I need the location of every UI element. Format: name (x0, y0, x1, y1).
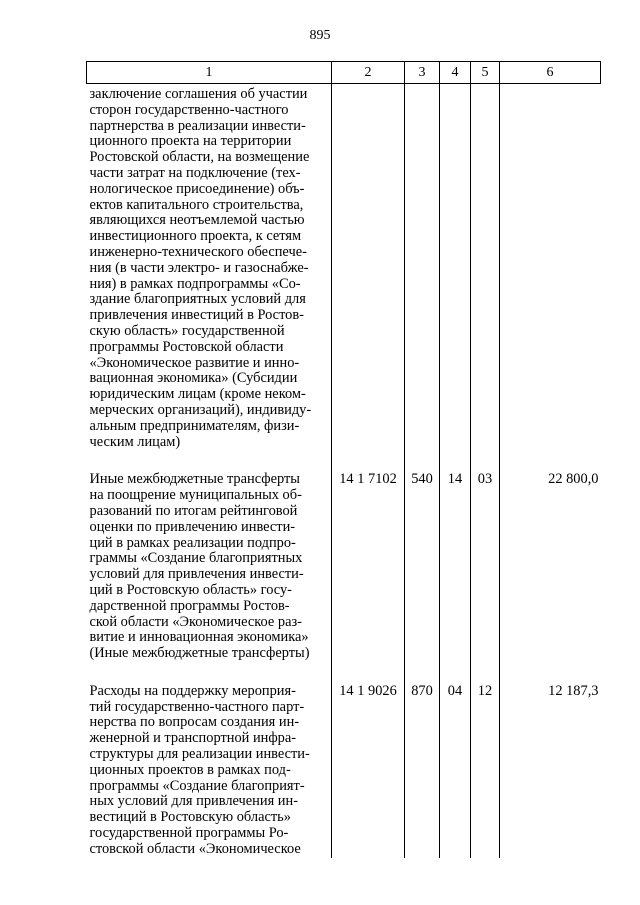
spacer-cell (332, 450, 405, 472)
description-line: скую область» государственной (89, 322, 285, 339)
description-line: Расходы на поддержку мероприя- (89, 682, 296, 699)
target-article-code (332, 84, 405, 451)
description-line: оценки по привлечению инвести- (89, 518, 296, 535)
description-line: программы Ростовской области (89, 338, 284, 355)
page-number: 895 (309, 28, 331, 43)
description-line: граммы «Создание благоприятных (89, 550, 303, 567)
budget-table (86, 61, 601, 858)
description-line: юридическим лицам (кроме неком- (89, 386, 306, 403)
description-line: программы «Создание благоприят- (89, 777, 305, 794)
expense-type-code: 540 (405, 472, 440, 662)
description-line: являющихся неотъемлемой частью (89, 212, 305, 229)
amount-value (500, 84, 601, 451)
spacer-cell (87, 662, 332, 684)
description-line: нерства по вопросам создания ин- (89, 714, 300, 731)
section-code: 04 (440, 684, 471, 858)
spacer-cell (471, 450, 500, 472)
amount-value: 22 800,0 (500, 472, 601, 662)
item-description (87, 472, 332, 662)
amount-value: 12 187,3 (500, 684, 601, 858)
description-line: Иные межбюджетные трансферты (89, 471, 300, 488)
table-row (87, 84, 601, 451)
item-description (87, 684, 332, 858)
subsection-code: 03 (471, 472, 500, 662)
spacer-cell (500, 662, 601, 684)
description-line: ческим лицам) (89, 433, 181, 450)
description-line: стовской области «Экономическое (89, 840, 301, 857)
section-code (440, 84, 471, 451)
spacer-cell (471, 662, 500, 684)
description-line: структуры для реализации инвести- (89, 746, 310, 763)
description-line: тий государственно-частного парт- (89, 698, 305, 715)
target-article-code: 14 1 9026 (332, 684, 405, 858)
description-line: на поощрение муниципальных об- (89, 487, 302, 504)
description-line: части затрат на подключение (тех- (89, 164, 301, 181)
description-line: ций в рамках реализации подпро- (89, 534, 296, 551)
description-line: нологическое присоединение) объ- (89, 180, 305, 197)
spacer-cell (500, 450, 601, 472)
header-col-6: 6 (500, 62, 601, 84)
description-line: витие и инновационная экономика» (89, 629, 309, 646)
header-col-5: 5 (471, 62, 500, 84)
description-line: здание благоприятных условий для (89, 291, 306, 308)
description-line: «Экономическое развитие и инно- (89, 354, 300, 371)
description-line: альным предпринимателям, физи- (89, 417, 300, 434)
description-line: дарственной программы Ростов- (89, 597, 290, 614)
description-line: вационная экономика» (Субсидии (89, 370, 298, 387)
description-line: партнерства в реализации инвести- (89, 117, 306, 134)
description-line: ционного проекта на территории (89, 133, 292, 150)
header-row (87, 62, 601, 84)
expense-type-code: 870 (405, 684, 440, 858)
description-line: инвестиционного проекта, к сетям (89, 228, 302, 245)
table-row (87, 472, 601, 662)
spacer-cell (332, 662, 405, 684)
row-spacer (87, 450, 601, 472)
description-line: условий для привлечения инвести- (89, 566, 304, 583)
spacer-cell (440, 662, 471, 684)
spacer-cell (440, 450, 471, 472)
header-col-4: 4 (440, 62, 471, 84)
description-line: ния) в рамках подпрограммы «Со- (89, 275, 301, 292)
description-line: ектов капитального строительства, (89, 196, 304, 213)
subsection-code (471, 84, 500, 451)
description-line: ской области «Экономическое раз- (89, 613, 302, 630)
header-col-2: 2 (332, 62, 405, 84)
description-line: ных условий для привлечения ин- (89, 793, 298, 810)
description-line: женерной и транспортной инфра- (89, 730, 297, 747)
header-col-1: 1 (87, 62, 332, 84)
description-line: заключение соглашения об участии (89, 86, 308, 102)
expense-type-code (405, 84, 440, 451)
item-description (87, 84, 332, 451)
description-line: ния (в части электро- и газоснабже- (89, 259, 309, 276)
spacer-cell (405, 450, 440, 472)
description-line: сторон государственно-частного (89, 101, 289, 118)
spacer-cell (405, 662, 440, 684)
header-col-3: 3 (405, 62, 440, 84)
description-line: ций в Ростовскую область» госу- (89, 581, 292, 598)
description-line: инженерно-технического обеспече- (89, 243, 307, 260)
target-article-code: 14 1 7102 (332, 472, 405, 662)
subsection-code: 12 (471, 684, 500, 858)
spacer-cell (87, 450, 332, 472)
description-line: вестиций в Ростовскую область» (89, 809, 291, 826)
description-line: ционных проектов в рамках под- (89, 761, 291, 778)
description-line: мерческих организаций), индивиду- (89, 401, 312, 418)
description-line: Ростовской области, на возмещение (89, 149, 310, 166)
section-code: 14 (440, 472, 471, 662)
description-line: (Иные межбюджетные трансферты) (89, 645, 310, 662)
description-line: привлечения инвестиций в Ростов- (89, 307, 304, 324)
row-spacer (87, 662, 601, 684)
description-line: разований по итогам рейтинговой (89, 502, 298, 519)
table-row (87, 684, 601, 858)
description-line: государственной программы Ро- (89, 825, 289, 842)
